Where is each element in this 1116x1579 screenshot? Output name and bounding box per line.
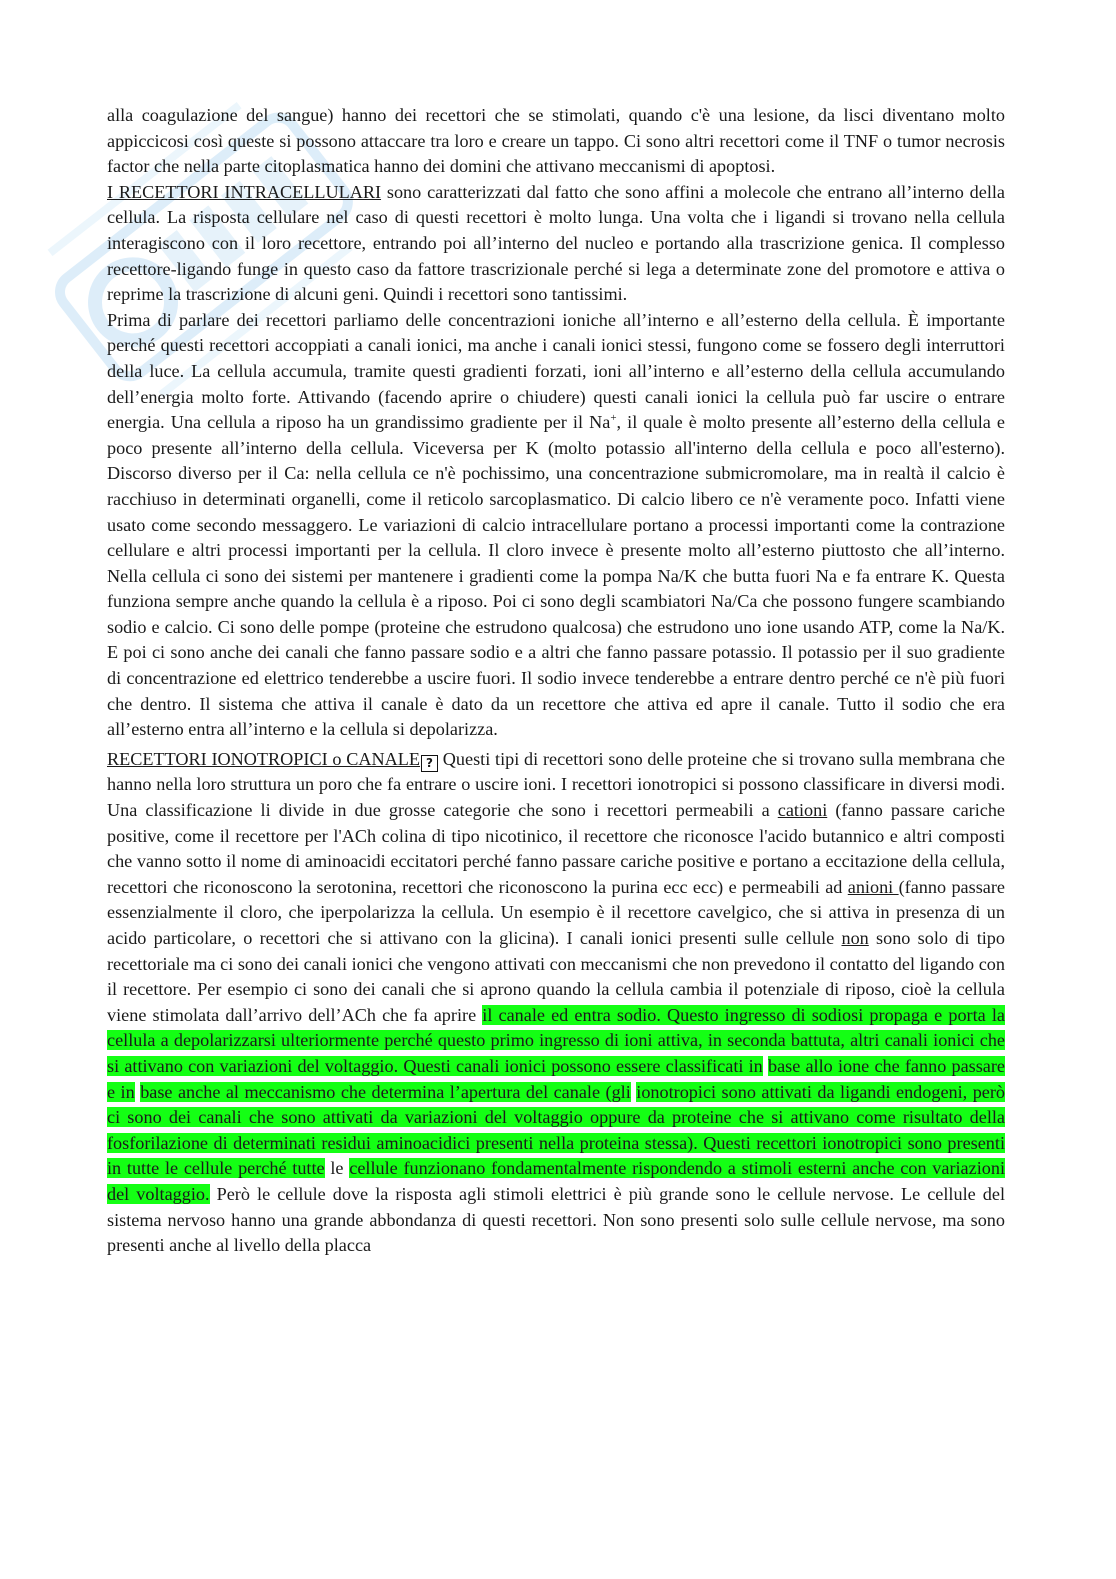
- term-intracellular-receptors: I RECETTORI INTRACELLULARI: [107, 181, 382, 202]
- paragraph-text: (fanno passare cariche positive, come il recettore per l'ACh colina di tipo nicotinico, il recettore che riconosce l'acido butannico e altri composti che vanno sotto il nome di aminoacidi eccitatori perché fanno passare cariche positive e portano a eccitazione della cellula, recettori che riconoscono la serotonina, recettori che riconoscono la purina ecc ecc) e permeabili ad: [107, 800, 1005, 897]
- highlighted-text: cellule funzionano fondamentalmente rispondendo a stimoli esterni anche con variazioni del voltaggio.: [107, 1158, 1005, 1204]
- unhighlighted-word: le: [330, 1158, 344, 1179]
- paragraph-ionotropic-receptors: [107, 747, 1005, 1259]
- term-non: non: [841, 928, 869, 948]
- paragraph-text: sono caratterizzati dal fatto che sono affini a molecole che entrano all’interno della cellula. La risposta cellulare nel caso di questi recettori è molto lunga. Una volta che i ligandi si trovano nella cellula interagiscono con il loro recettore, entrando poi all’interno del nucleo e portando alla trascrizione genica. Il complesso recettore-ligando funge in questo caso da fattore trascrizionale perché si lega a determinate zone del promotore e attiva o reprime la trascrizione di alcuni geni. Quindi i recettori sono tantissimi.: [107, 181, 1005, 305]
- paragraph-intracellular-receptors: [107, 180, 1005, 308]
- highlighted-text: il canale ed entra sodio. Questo ingresso di sodiosi propaga e porta la cellula a depolarizzarsi ulteriormente perché questo primo ingresso di ioni attiva, in seconda battuta, altri canali ionici che si attivano con variazioni del voltaggio. Questi canali ionici possono essere classificati in: [107, 1004, 1005, 1076]
- paragraph-text: Però le cellule dove la risposta agli stimoli elettrici è più grande sono le cellule nervose. Le cellule del sistema nervoso hanno una grande abbondanza di questi recettori. Non sono presenti solo sulle cellule nervose, ma sono presenti anche al livello della placca: [107, 1183, 1005, 1256]
- paragraph-platelets: alla coagulazione del sangue) hanno dei recettori che se stimolati, quando c'è una lesione, da lisci diventano molto appiccicosi così queste si possono attaccare tra loro e creare un tappo. Ci sono altri recettori come il TNF o tumor necrosis factor che nella parte citoplasmatica hanno dei domini che attivano meccanismi di apoptosi.: [107, 105, 1005, 177]
- section-heading: RECETTORI IONOTROPICI o CANALE: [107, 748, 421, 769]
- paragraph-ion-concentrations: [107, 308, 1005, 743]
- paragraph-text: Questi tipi di recettori sono delle proteine che si trovano sulla membrana che hanno nella loro struttura un poro che fa entrare o uscire ioni. I recettori ionotropici si possono classificare in diversi modi. Una classificazione li divide in due grosse categorie che sono i recettori permeabili a: [107, 748, 1005, 821]
- paragraph-text: Prima di parlare dei recettori parliamo delle concentrazioni ioniche all’interno e all’esterno della cellula. È importante perché questi recettori accoppiati a canali ionici, ma anche i canali ionici stessi, fungono come se fossero degli interruttori della luce. La cellula accumula, tramite questi gradienti forzati, ioni all’interno e all’esterno della cellula accumulando dell’energia molto forte. Attivando (facendo aprire o chiudere) questi canali ionici la cellula può far uscire o entrare energia. Una cellula a riposo ha un grandissimo gradiente per il Na: [107, 309, 1005, 433]
- superscript-plus: +: [610, 412, 617, 425]
- highlighted-text: base allo ione che fanno passare e in: [107, 1055, 1006, 1102]
- highlighted-text: ionotropici sono attivati da ligandi endogeni, però ci sono dei canali che sono attivati da variazioni del voltaggio oppure da proteine che si attivano come risultato della fosforilazione di determinati residui aminoacidici presenti nella proteina stessa). Questi recettori ionotropici sono presenti in tutte le cellule perché tutte: [107, 1081, 1006, 1179]
- term-anioni: anioni: [847, 876, 899, 897]
- highlighted-text: base anche al meccanismo che determina l’apertura del canale (gli: [140, 1081, 631, 1102]
- paragraph-text: , il quale è molto presente all’esterno della cellula e poco presente all’interno della cellula. Viceversa per K (molto potassio all'interno della cellula e poco all'esterno). Discorso diverso per il Ca: nella cellula ce n'è pochissimo, una concentrazione submicromolare, ma in realtà il calcio è racchiuso in determinati organelli, come il reticolo sarcoplasmatico. Di calcio libero ce n'è veramente poco. Infatti viene usato come secondo messaggero. Le variazioni di calcio intracellulare portano a processi importanti come la contrazione cellulare e altri processi importanti per la cellula. Il cloro invece è presente molto all’esterno piuttosto che all’interno. Nella cellula ci sono dei sistemi per mantenere i gradienti come la pompa Na/K che butta fuori Na e fa entrare K. Questa funziona sempre anche quando la cellula è a riposo. Poi ci sono degli scambiatori Na/Ca che possono fungere scambiando sodio e calcio. Ci sono delle pompe (proteine che estrudono qualcosa) che estrudono uno ione usando ATP, come la Na/K. E poi ci sono anche dei canali che fanno passare sodio e a altri che fanno passare potassio. Il potassio per il suo gradiente di concentrazione ed elettrico tenderebbe a uscire fuori. Il sodio invece tenderebbe a entrare dentro perché ce n'è più fuori che dentro. Il sistema che attiva il canale è dato da un recettore che attiva ed apre il canale. Tutto il sodio che era all’esterno entra all’interno e la cellula si depolarizza.: [107, 412, 1005, 740]
- document-body: [107, 103, 1005, 1259]
- paragraph-text: (fanno passare essenzialmente il cloro, che iperpolarizza la cellula. Un esempio è il recettore cavelgico, che si attiva in presenza di un acido particolare, o recettori che si attivano con la glicina). I canali ionici presenti sulle cellule: [107, 876, 1005, 948]
- paragraph-text: sono solo di tipo recettoriale ma ci sono dei canali ionici che vengono attivati con meccanismi che non prevedono il contatto del ligando con il recettore. Per esempio ci sono dei canali che si aprono quando la cellula cambia il potenziale di riposo, cioè la cellula viene stimolata dall’arrivo dell’ACh che fa aprire: [107, 928, 1005, 1025]
- term-cationi: cationi: [777, 800, 828, 821]
- missing-glyph-icon: ?: [421, 755, 438, 772]
